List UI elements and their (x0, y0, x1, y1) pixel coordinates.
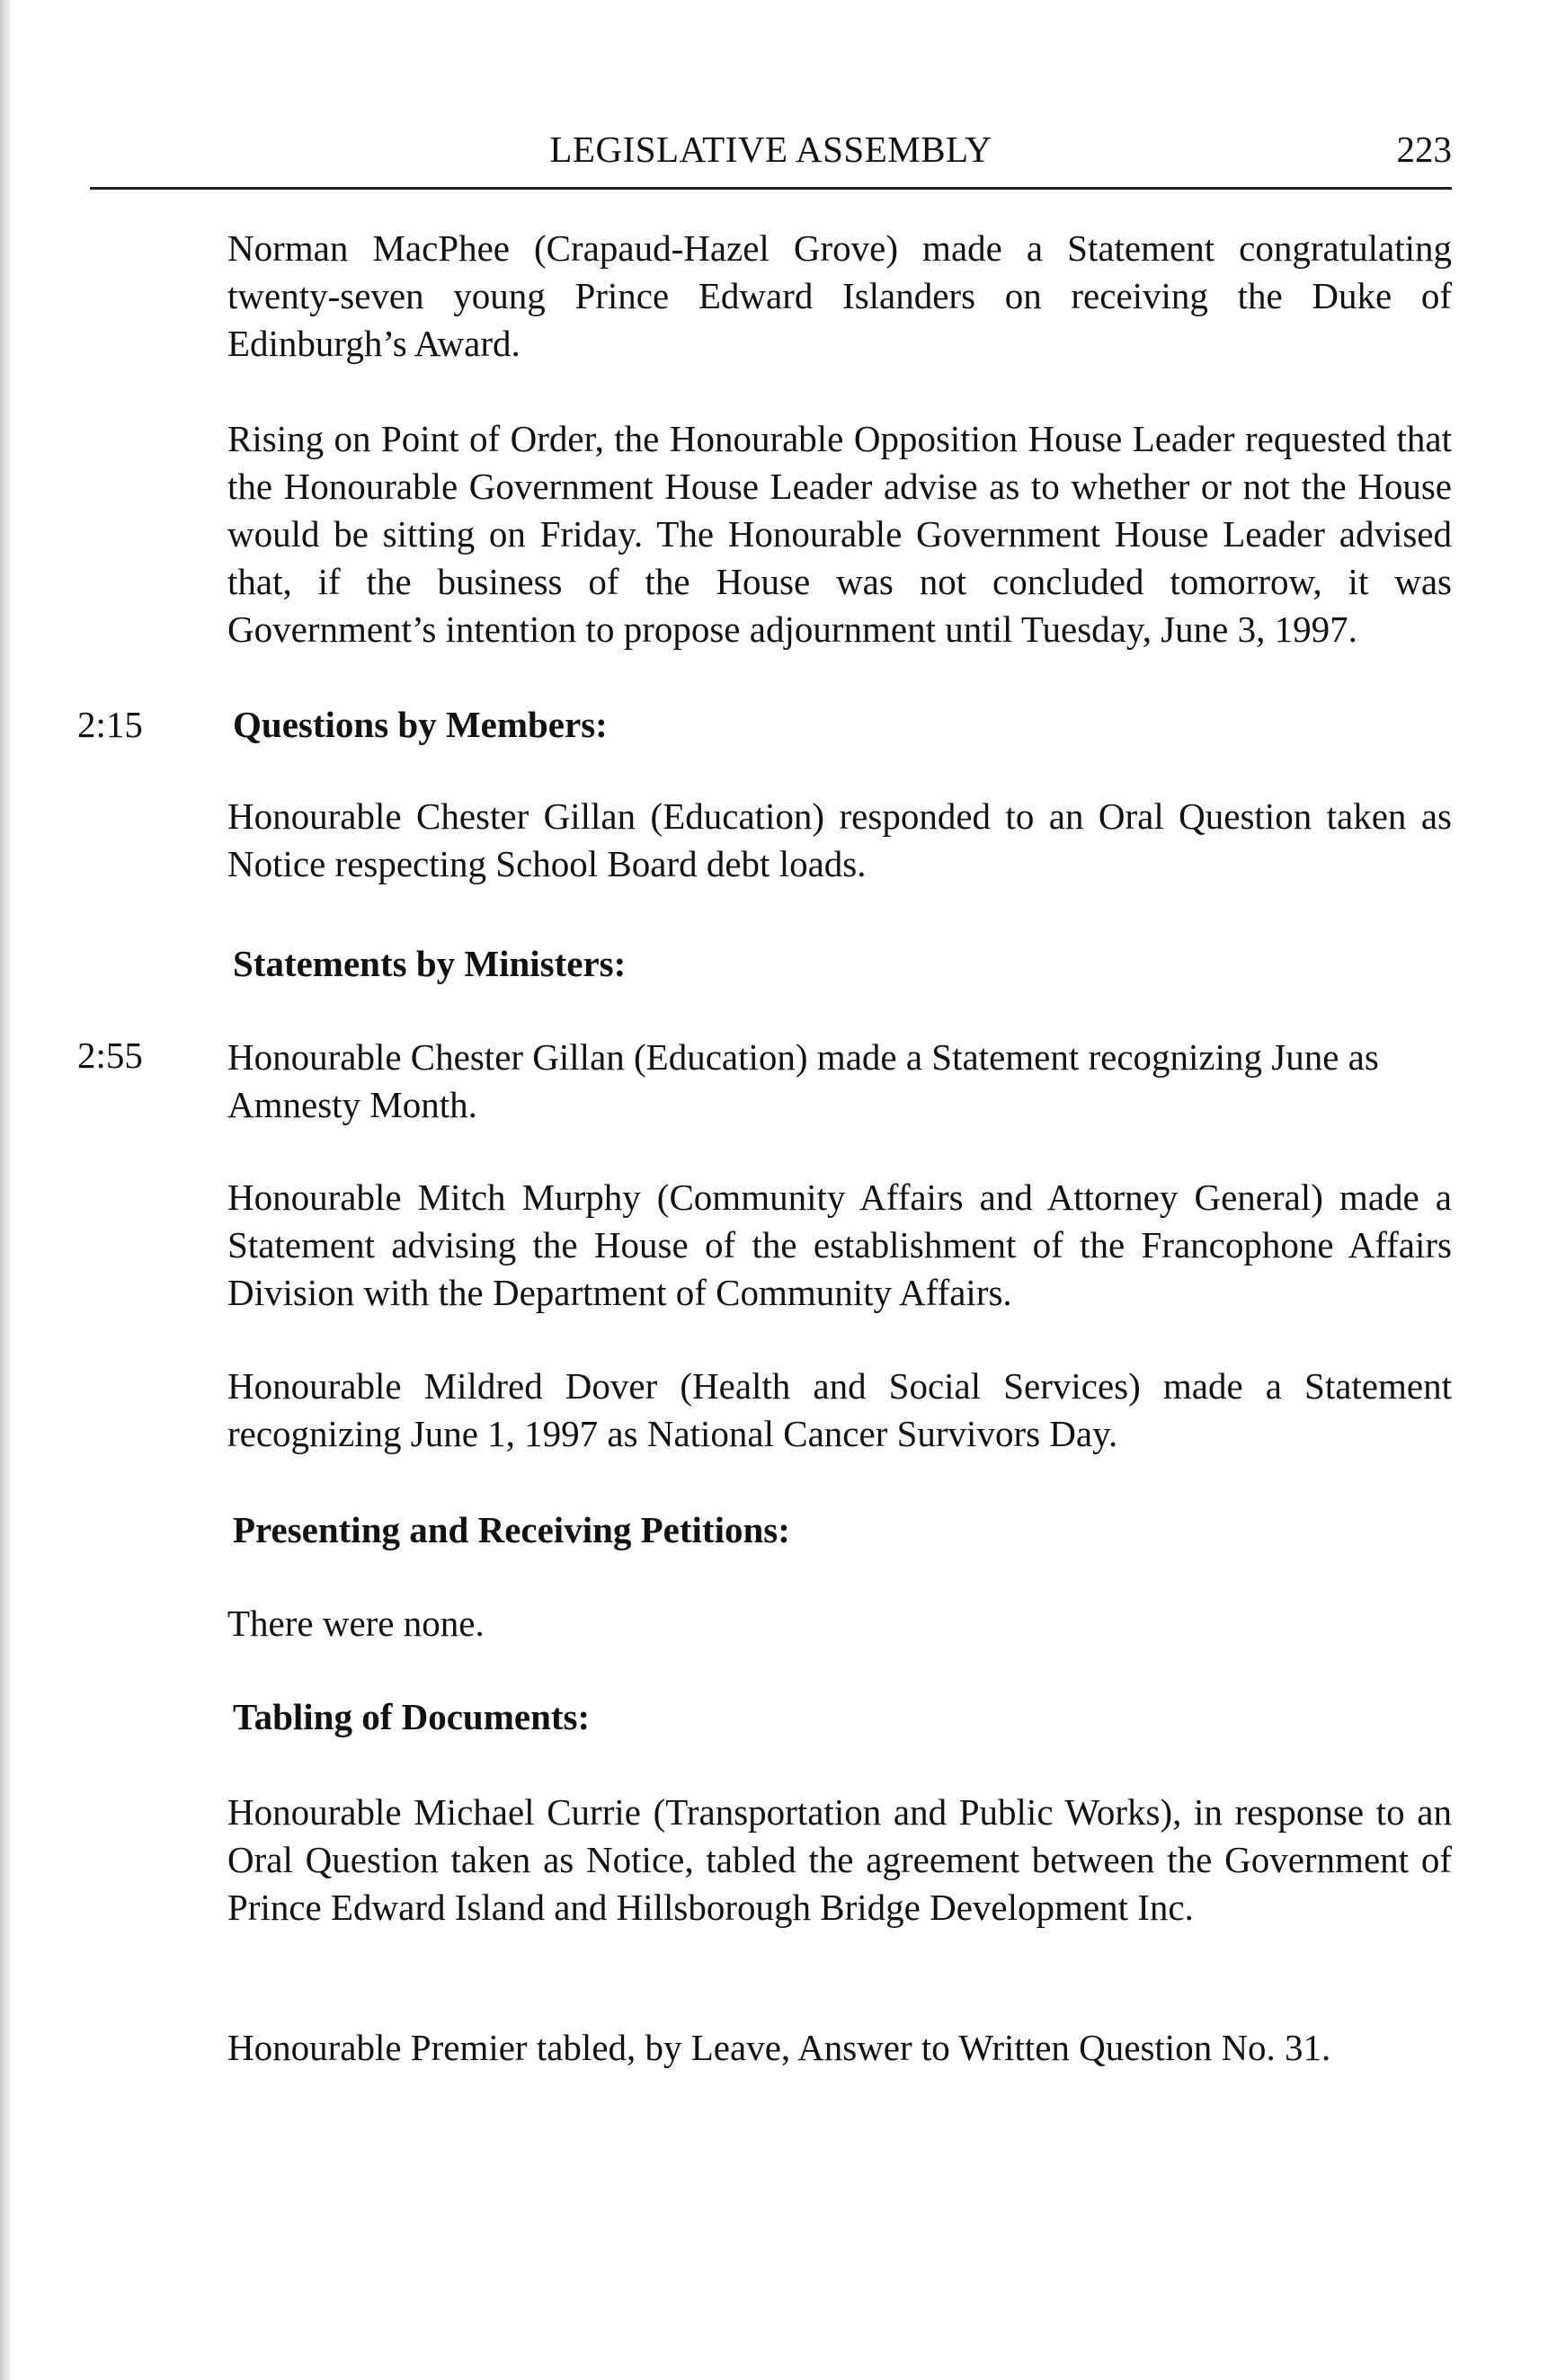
header-title: LEGISLATIVE ASSEMBLY (549, 129, 992, 170)
page-binding-shadow (0, 0, 13, 2380)
page-header (90, 128, 1452, 190)
heading-presenting-petitions: Presenting and Receiving Petitions: (233, 1509, 790, 1550)
paragraph-amnesty-month: Honourable Chester Gillan (Education) made a Statement recognizing June as Amnesty Month. (227, 1036, 1379, 1125)
heading-questions-by-members: Questions by Members: (233, 704, 608, 745)
paragraph-murphy-statement: Honourable Mitch Murphy (Community Affairs and Attorney General) made a Statement advising the House of the establishment of the Francophone Affairs Division with the Department of Community Affairs. (227, 1177, 1452, 1313)
heading-statements-by-ministers: Statements by Ministers: (233, 943, 627, 984)
paragraph-point-of-order: Rising on Point of Order, the Honourable Opposition House Leader requested that the Honourable Government House Leader advise as to whether or not the House would be sitting on Friday. The Honourable Government House Leader advised that, if the business of the House was not concluded tomorrow, it was Government’s intention to propose adjournment until Tuesday, June 3, 1997. (227, 418, 1452, 650)
paragraph-dover-statement: Honourable Mildred Dover (Health and Social Services) made a Statement recognizing June 1, 1997 as National Cancer Survivors Day. (227, 1365, 1452, 1454)
page-number: 223 (1396, 129, 1452, 170)
paragraph-gillan-response: Honourable Chester Gillan (Education) responded to an Oral Question taken as Notice respecting School Board debt loads. (227, 795, 1452, 884)
heading-tabling-of-documents: Tabling of Documents: (233, 1696, 591, 1737)
paragraph-currie-tabling: Honourable Michael Currie (Transportation and Public Works), in response to an Oral Question taken as Notice, tabled the agreement between the Government of Prince Edward Island and Hillsborough Bridge Development Inc. (227, 1791, 1452, 1928)
time-marker: 2:55 (77, 1035, 143, 1076)
paragraph-macphee-statement: Norman MacPhee (Crapaud-Hazel Grove) made a Statement congratulating twenty-seven young Prince Edward Islanders on receiving the Duke of Edinburgh’s Award. (227, 227, 1452, 364)
paragraph-no-petitions: There were none. (227, 1603, 485, 1644)
time-marker: 2:15 (77, 704, 143, 745)
paragraph-premier-tabling: Honourable Premier tabled, by Leave, Answer to Written Question No. 31. (227, 2027, 1331, 2068)
